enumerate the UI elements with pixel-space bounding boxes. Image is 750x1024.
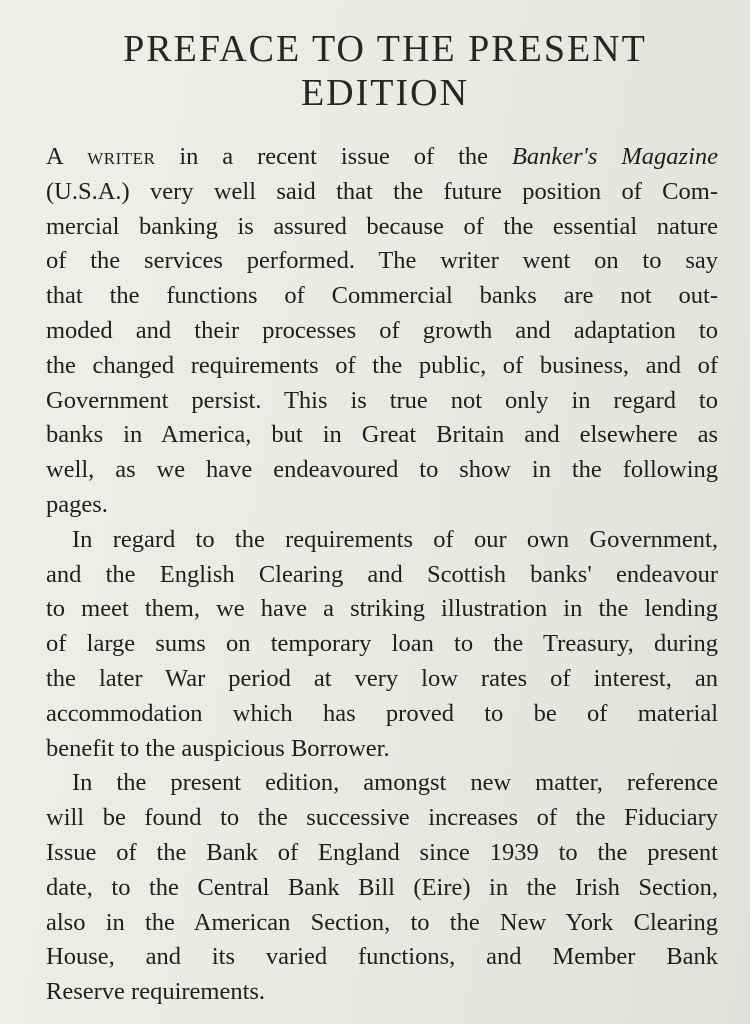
text-line: will be found to the successive increases of the Fiduciary — [46, 804, 718, 832]
text-run: in a recent issue of the — [155, 143, 512, 170]
text-line: In the present edition, amongst new matter, reference — [72, 769, 718, 797]
paragraph-2 — [46, 523, 718, 767]
text-line: date, to the Central Bank Bill (Eire) in the Irish Section, — [46, 873, 718, 901]
text-line — [46, 140, 718, 175]
text-line: of the services performed. The writer went on to say — [46, 247, 718, 275]
text-line: and the English Clearing and Scottish banks' endeavour — [46, 560, 718, 588]
page-title-line-1: PREFACE TO THE PRESENT — [123, 28, 647, 70]
text-line: of large sums on temporary loan to the Treasury, during — [46, 630, 718, 658]
text-line: Reserve requirements. — [46, 978, 266, 1006]
text-line: Issue of the Bank of England since 1939 to the present — [46, 838, 718, 866]
text-line: pages. — [46, 490, 108, 518]
text-line: well, as we have endeavoured to show in the following — [46, 456, 718, 484]
text-line: Government persist. This is true not only in regard to — [46, 386, 718, 414]
text-line: the later War period at very low rates of interest, an — [46, 664, 718, 692]
page-title-line-2: EDITION — [300, 72, 470, 114]
paragraph-1 — [46, 140, 718, 523]
text-line: that the functions of Commercial banks are not out- — [46, 282, 718, 310]
text-line: benefit to the auspicious Borrower. — [46, 734, 390, 762]
text-line: moded and their processes of growth and adaptation to — [46, 316, 718, 344]
text-line: (U.S.A.) very well said that the future position of Com- — [46, 177, 718, 205]
text-line: mercial banking is assured because of the essential nature — [46, 212, 718, 240]
text-line: House, and its varied functions, and Member Bank — [46, 943, 718, 971]
text-line: accommodation which has proved to be of material — [46, 699, 718, 727]
lead-small-caps: A writer — [46, 143, 156, 170]
text-line: to meet them, we have a striking illustration in the lending — [46, 595, 718, 623]
text-line: the changed requirements of the public, of business, and of — [46, 351, 718, 379]
text-line: also in the American Section, to the New York Clearing — [46, 908, 718, 936]
text-line: banks in America, but in Great Britain and elsewhere as — [46, 421, 718, 449]
text-line: In regard to the requirements of our own Government, — [72, 525, 718, 553]
preface-body — [46, 140, 718, 1010]
magazine-title: Banker's Magazine — [511, 143, 718, 170]
paragraph-3 — [46, 766, 718, 1010]
